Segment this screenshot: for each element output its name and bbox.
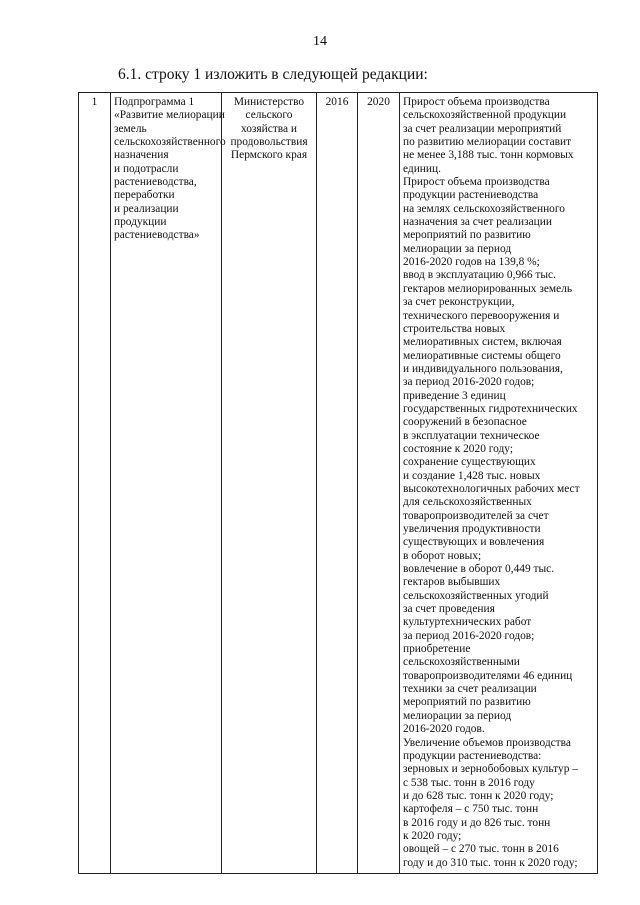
subprogram-name-line: «Развитие мелиорации (114, 109, 225, 122)
subprogram-name-line: Подпрограмма 1 (114, 96, 195, 108)
subprogram-name-line: продукции (114, 216, 167, 229)
expected-result-line: не менее 3,188 тыс. тонн кормовых (403, 149, 574, 162)
expected-result-line: единиц. (403, 162, 441, 175)
expected-result-line: сельскохозяйственных угодий (403, 589, 549, 602)
expected-result-line: сохранение существующих (403, 456, 536, 469)
executor-line: хозяйства и (240, 122, 298, 135)
expected-result-line: 2016-2020 годов. (403, 723, 485, 736)
expected-result-line: назначения за счет реализации (403, 216, 552, 229)
executor-line: сельского (245, 109, 293, 122)
expected-result-line: за счет проведения (403, 603, 495, 616)
subprogram-name-line: и реализации (114, 202, 179, 215)
executor-line: Пермского края (230, 149, 308, 162)
expected-result-line: мелиорации за период (403, 242, 512, 255)
intro-text: 6.1. строку 1 изложить в следующей редакции: (118, 66, 428, 83)
year-start: 2016 (325, 96, 349, 108)
expected-result-line: зерновых и зернобобовых культур – (403, 763, 578, 776)
expected-result-line: к 2020 году; (403, 829, 462, 842)
expected-result-line: Прирост объема производства (403, 96, 550, 108)
expected-result-line: государственных гидротехнических (403, 402, 578, 415)
executor-cell (222, 93, 317, 874)
program-table (78, 92, 598, 874)
row-number: 1 (91, 96, 98, 108)
subprogram-name-line: и подотрасли (114, 162, 179, 175)
expected-result-line: продукции растениеводства (403, 189, 539, 202)
expected-result-line: с 538 тыс. тонн в 2016 году (403, 776, 535, 789)
expected-result-line: вовлечение в оборот 0,449 тыс. (403, 563, 555, 576)
expected-result-line: товаропроизводителей за счет (403, 509, 549, 522)
expected-result-line: приобретение (403, 643, 471, 656)
expected-result-line: по развитию мелиорации составит (403, 136, 572, 149)
expected-result-line: гектаров мелиорированных земель (403, 282, 573, 295)
expected-results-cell (400, 93, 598, 874)
expected-result-line: мелиорации за период (403, 709, 512, 722)
year-start-cell (317, 93, 358, 874)
expected-result-line: на землях сельскохозяйственного (403, 202, 565, 215)
subprogram-name-line: растениеводства, (114, 176, 197, 189)
expected-result-line: существующих и вовлечения (403, 536, 545, 549)
expected-result-line: Прирост объема производства (403, 176, 550, 189)
expected-result-line: Увеличение объемов производства (403, 736, 571, 749)
expected-result-line: сельскохозяйственными (403, 656, 520, 669)
subprogram-name-line: переработки (114, 189, 175, 202)
subprogram-name-line: земель (114, 122, 147, 135)
expected-result-line: сельскохозяйственной продукции (403, 109, 567, 122)
table-row (79, 93, 598, 874)
expected-result-line: культуртехнических работ (403, 616, 532, 629)
expected-result-line: за счет реализации мероприятий (403, 122, 562, 135)
expected-result-line: мелиоративных систем, включая (403, 336, 562, 349)
expected-result-line: ввод в эксплуатацию 0,966 тыс. (403, 269, 556, 282)
expected-result-line: и создание 1,428 тыс. новых (403, 469, 541, 482)
expected-result-line: для сельскохозяйственных (403, 496, 532, 509)
subprogram-name-line: назначения (114, 149, 169, 162)
expected-result-line: 2016-2020 годов на 139,8 %; (403, 256, 540, 269)
expected-result-line: мелиоративные системы общего (403, 349, 561, 362)
expected-result-line: в эксплуатации техническое (403, 429, 540, 442)
expected-result-line: приведение 3 единиц (403, 389, 506, 402)
year-end: 2020 (367, 96, 390, 108)
subprogram-name-line: сельскохозяйственного (114, 136, 226, 149)
year-end-cell (358, 93, 400, 874)
expected-result-line: строительства новых (403, 322, 506, 335)
executor-line: Министерство (233, 96, 305, 108)
expected-result-line: за период 2016-2020 годов; (403, 376, 535, 389)
expected-result-line: за счет реконструкции, (403, 296, 515, 309)
expected-result-line: году и до 310 тыс. тонн к 2020 году; (403, 856, 578, 869)
expected-result-line: продукции растениеводства: (403, 749, 542, 762)
page-number: 14 (313, 34, 327, 49)
row-number-cell (79, 93, 111, 874)
expected-result-line: сооружений в безопасное (403, 416, 527, 429)
expected-result-line: гектаров выбывших (403, 576, 501, 589)
expected-result-line: и до 628 тыс. тонн к 2020 году; (403, 789, 554, 802)
expected-result-line: высокотехнологичных рабочих мест (403, 482, 580, 495)
expected-result-line: в 2016 году и до 826 тыс. тонн (403, 816, 551, 829)
subprogram-name-line: растениеводства» (114, 229, 200, 242)
expected-result-line: техники за счет реализации (403, 683, 537, 696)
expected-result-line: картофеля – с 750 тыс. тонн (403, 803, 539, 816)
expected-result-line: и индивидуального пользования, (403, 362, 563, 375)
expected-result-line: в оборот новых; (403, 549, 482, 562)
executor-line: продовольствия (230, 136, 308, 149)
expected-result-line: овощей – с 270 тыс. тонн в 2016 (403, 843, 559, 856)
expected-result-line: состояние к 2020 году; (403, 442, 514, 455)
expected-result-line: за период 2016-2020 годов; (403, 629, 535, 642)
expected-result-line: технического перевооружения и (403, 309, 560, 322)
expected-result-line: товаропроизводителями 46 единиц (403, 669, 573, 682)
expected-result-line: мероприятий по развитию (403, 696, 531, 709)
subprogram-name-cell (111, 93, 226, 874)
expected-result-line: мероприятий по развитию (403, 229, 531, 242)
expected-result-line: увеличения продуктивности (403, 523, 541, 535)
